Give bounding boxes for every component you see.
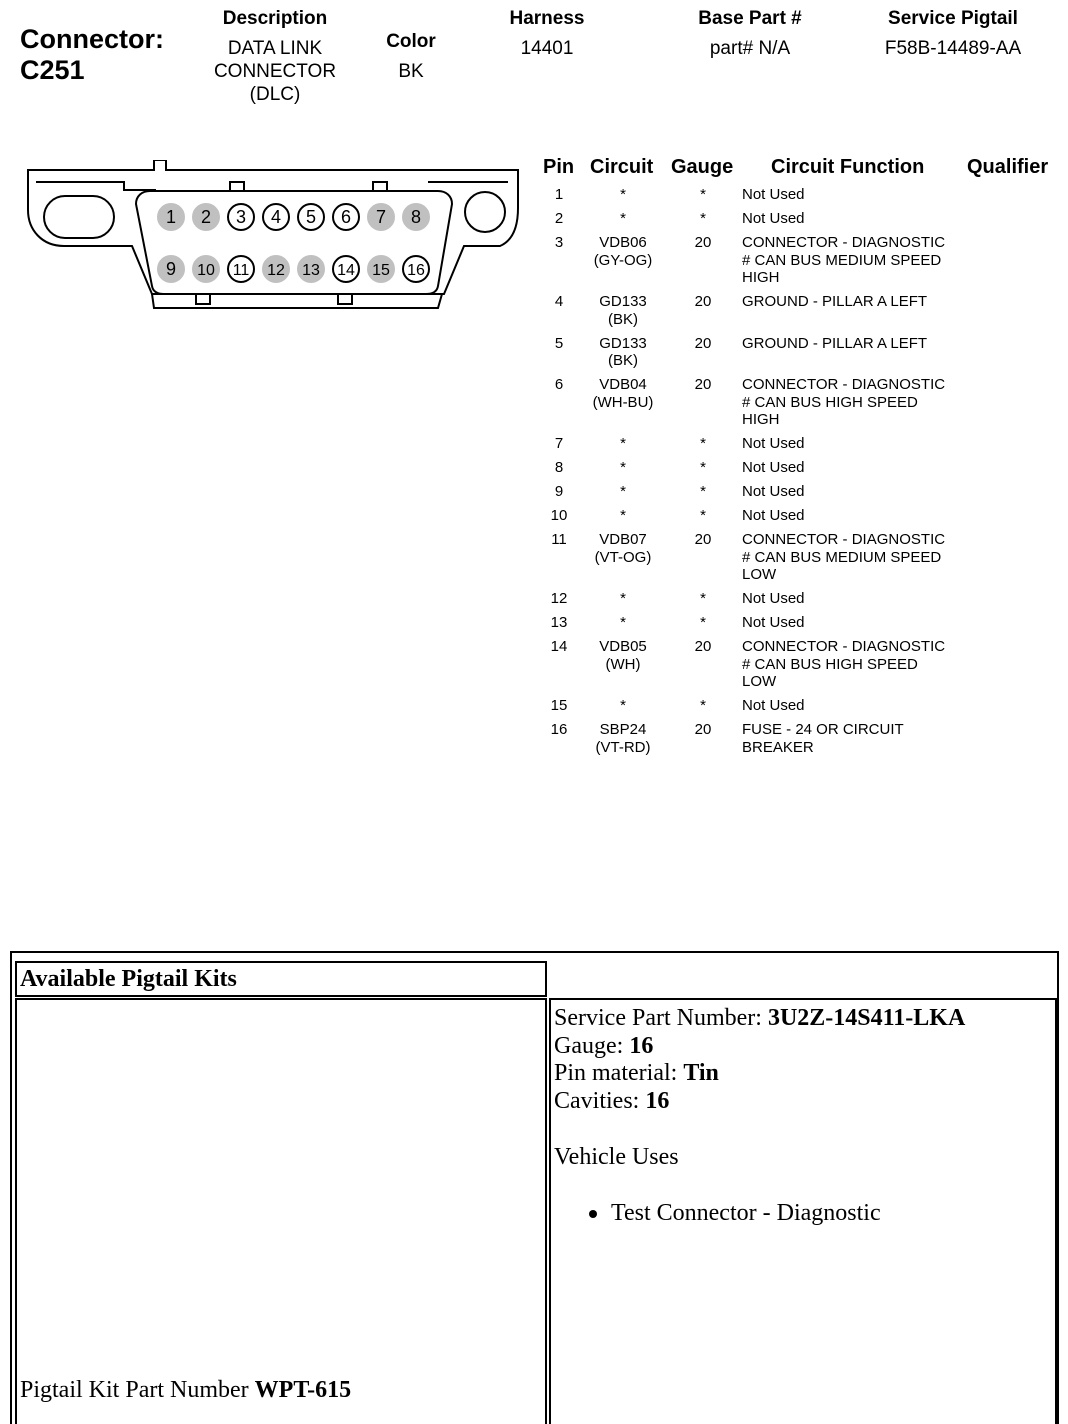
- circuit-cell: [580, 293, 666, 328]
- wire-color: (WH-BU): [592, 393, 654, 411]
- circuit-function: CONNECTOR - DIAGNOSTIC # CAN BUS MEDIUM SPEED HIGH: [742, 234, 946, 286]
- pin-13: [298, 256, 324, 282]
- pin-label: 7: [375, 207, 387, 227]
- circuit-function: GROUND - PILLAR A LEFT: [742, 293, 928, 310]
- pin-4: [263, 204, 289, 230]
- circuit-id: SBP24: [599, 721, 647, 738]
- service-pigtail-header: Service Pigtail: [888, 8, 1018, 29]
- pin-label: 4: [270, 207, 282, 227]
- pin-number: 6: [554, 376, 564, 393]
- base-part-value: part# N/A: [709, 38, 791, 59]
- col-header-gauge: Gauge: [671, 156, 734, 178]
- gauge-cell: 20: [694, 334, 712, 352]
- pigtail-pin-material: [554, 1059, 719, 1087]
- circuit-id: *: [620, 507, 626, 524]
- col-header-circuit: Circuit: [590, 156, 654, 178]
- col-header-pin: Pin: [543, 156, 575, 178]
- pin-3: [228, 204, 254, 230]
- description-line: CONNECTOR: [213, 61, 337, 82]
- pigtail-title-cell: [15, 961, 547, 997]
- pin-number: 8: [554, 459, 564, 476]
- connector-outline: [28, 160, 518, 308]
- circuit-id: GD133: [599, 334, 647, 352]
- circuit-id: VDB04: [599, 376, 647, 393]
- circuit-id: GD133: [599, 293, 647, 310]
- pin-number: 10: [550, 507, 568, 524]
- pin-2: [193, 204, 219, 230]
- pigtail-kit-number: [20, 1376, 351, 1404]
- col-header-function: Circuit Function: [771, 156, 925, 178]
- wire-color: (GY-OG): [593, 251, 653, 269]
- service-part-value: 3U2Z-14S411-LKA: [767, 1005, 966, 1031]
- col-header-qualifier: Qualifier: [967, 156, 1049, 178]
- cavities-value: 16: [645, 1088, 670, 1114]
- harness-header: Harness: [509, 8, 585, 29]
- color-header: Color: [386, 31, 436, 52]
- connector-id: C251: [20, 55, 85, 85]
- gauge-cell: 20: [694, 234, 712, 251]
- gauge-cell: 20: [694, 376, 712, 393]
- description-line: DATA LINK: [227, 38, 323, 59]
- description-value: [175, 37, 375, 106]
- connector-face-diagram: [24, 160, 530, 312]
- service-part-number: [554, 1004, 965, 1032]
- circuit-cell: [580, 210, 666, 228]
- pin-material-label: Pin material:: [554, 1060, 684, 1086]
- circuit-id: *: [620, 210, 626, 227]
- pigtail-section-title: Available Pigtail Kits: [20, 966, 237, 992]
- pin-9: [158, 256, 184, 282]
- wire-color: (WH): [605, 655, 641, 673]
- pigtail-kit-cell: [15, 998, 547, 1424]
- pin-number: 7: [554, 435, 564, 452]
- gauge-cell: *: [700, 483, 706, 500]
- pin-label: 12: [267, 262, 285, 279]
- pigtail-gauge: [554, 1032, 653, 1060]
- pin-label: 5: [305, 207, 317, 227]
- pin-number: 14: [550, 638, 568, 655]
- pin-label: 10: [197, 262, 215, 279]
- pin-number: 9: [554, 483, 564, 500]
- gauge-cell: *: [700, 435, 706, 452]
- pin-10: [193, 256, 219, 282]
- circuit-function: CONNECTOR - DIAGNOSTIC # CAN BUS MEDIUM SPEED LOW: [742, 531, 946, 583]
- gauge-cell: 20: [694, 531, 712, 548]
- circuit-cell: [580, 531, 666, 566]
- pin-16: [403, 256, 429, 282]
- connector-label: Connector:: [20, 24, 164, 54]
- gauge-value: 16: [629, 1033, 654, 1059]
- vehicle-use-item: [589, 1199, 881, 1227]
- pin-label: 9: [165, 259, 177, 279]
- circuit-id: *: [620, 186, 626, 203]
- circuit-id: VDB07: [599, 531, 647, 548]
- gauge-cell: *: [700, 459, 706, 476]
- pin-row-bottom: [158, 256, 429, 282]
- pin-number: 15: [550, 697, 568, 714]
- service-pigtail-value: F58B-14489-AA: [884, 38, 1022, 59]
- gauge-cell: 20: [694, 721, 712, 738]
- description-line: (DLC): [249, 84, 301, 105]
- circuit-id: VDB06: [599, 234, 647, 251]
- pin-label: 15: [372, 262, 390, 279]
- gauge-cell: *: [700, 210, 706, 227]
- pin-number: 4: [554, 293, 564, 310]
- circuit-id: *: [620, 435, 626, 452]
- circuit-id: *: [620, 459, 626, 476]
- circuit-id: *: [620, 590, 626, 607]
- circuit-function: Not Used: [742, 435, 805, 452]
- pin-number: 3: [554, 234, 564, 251]
- pin-14: [333, 256, 359, 282]
- pin-11: [228, 256, 254, 282]
- pin-material-value: Tin: [683, 1060, 719, 1086]
- circuit-cell: [580, 335, 666, 370]
- circuit-cell: [580, 721, 666, 756]
- pin-label: 11: [232, 262, 250, 279]
- kit-value: WPT-615: [254, 1377, 352, 1403]
- circuit-id: *: [620, 697, 626, 714]
- circuit-cell: [580, 614, 666, 632]
- circuit-function: Not Used: [742, 507, 805, 524]
- pin-12: [263, 256, 289, 282]
- pigtail-cavities: [554, 1087, 669, 1115]
- circuit-cell: [580, 483, 666, 501]
- circuit-function: FUSE - 24 OR CIRCUIT BREAKER: [742, 721, 904, 756]
- wire-color: (VT-RD): [595, 738, 651, 756]
- pin-label: 6: [340, 207, 352, 227]
- circuit-cell: [580, 590, 666, 608]
- pin-label: 8: [410, 207, 422, 227]
- wire-color: (BK): [608, 310, 638, 328]
- circuit-function: Not Used: [742, 614, 805, 631]
- gauge-cell: *: [700, 697, 706, 714]
- pin-number: 1: [554, 186, 564, 203]
- gauge-cell: 20: [694, 293, 712, 310]
- service-part-label: Service Part Number:: [554, 1005, 768, 1031]
- circuit-id: *: [620, 614, 626, 631]
- pin-1: [158, 204, 184, 230]
- pin-15: [368, 256, 394, 282]
- wire-color: (VT-OG): [594, 548, 652, 566]
- vehicle-uses-heading: Vehicle Uses: [554, 1144, 679, 1170]
- circuit-cell: [580, 638, 666, 673]
- wire-color: (BK): [608, 352, 638, 369]
- gauge-cell: *: [700, 614, 706, 631]
- pin-7: [368, 204, 394, 230]
- bullet-icon: [589, 1210, 597, 1218]
- circuit-cell: [580, 186, 666, 204]
- circuit-function: CONNECTOR - DIAGNOSTIC # CAN BUS HIGH SPEED HIGH: [742, 376, 946, 428]
- circuit-function: Not Used: [742, 590, 805, 607]
- circuit-function: Not Used: [742, 697, 805, 714]
- pin-number: 5: [554, 334, 564, 352]
- pin-8: [403, 204, 429, 230]
- gauge-label: Gauge:: [554, 1033, 630, 1059]
- circuit-function: CONNECTOR - DIAGNOSTIC # CAN BUS HIGH SPEED LOW: [742, 638, 946, 690]
- circuit-cell: [580, 459, 666, 477]
- pin-label: 13: [302, 262, 320, 279]
- pin-number: 16: [550, 721, 568, 738]
- pin-label: 14: [337, 262, 355, 279]
- cavities-label: Cavities:: [554, 1088, 646, 1114]
- circuit-function: Not Used: [742, 459, 805, 476]
- circuit-cell: [580, 697, 666, 715]
- description-header: Description: [222, 8, 328, 29]
- gauge-cell: 20: [694, 638, 712, 655]
- pigtail-detail-cell: [549, 998, 1057, 1424]
- color-value: BK: [398, 61, 424, 82]
- pin-5: [298, 204, 324, 230]
- base-part-header: Base Part #: [698, 8, 802, 29]
- gauge-cell: *: [700, 186, 706, 203]
- pin-label: 2: [200, 207, 212, 227]
- circuit-function: Not Used: [742, 186, 805, 203]
- circuit-cell: [580, 435, 666, 453]
- circuit-id: *: [620, 483, 626, 500]
- vehicle-use-label: Test Connector - Diagnostic: [611, 1200, 881, 1226]
- kit-label: Pigtail Kit Part Number: [20, 1377, 255, 1403]
- circuit-function: GROUND - PILLAR A LEFT: [742, 334, 928, 352]
- gauge-cell: *: [700, 507, 706, 524]
- pin-label: 1: [165, 207, 177, 227]
- pin-6: [333, 204, 359, 230]
- circuit-cell: [580, 234, 666, 269]
- circuit-cell: [580, 376, 666, 411]
- pin-number: 13: [550, 614, 568, 631]
- pin-number: 12: [550, 590, 568, 607]
- harness-value: 14401: [520, 38, 574, 59]
- circuit-function: Not Used: [742, 483, 805, 500]
- pin-row-top: [158, 204, 429, 230]
- circuit-id: VDB05: [599, 638, 647, 655]
- pin-number: 11: [551, 531, 567, 548]
- gauge-cell: *: [700, 590, 706, 607]
- circuit-function: Not Used: [742, 210, 805, 227]
- circuit-cell: [580, 507, 666, 525]
- pin-label: 16: [407, 262, 425, 279]
- pin-number: 2: [554, 210, 564, 227]
- pin-label: 3: [235, 207, 247, 227]
